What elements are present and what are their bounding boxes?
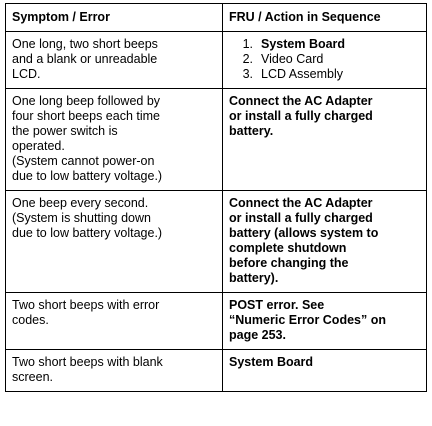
action-line: page 253. — [229, 328, 286, 342]
symptom-line: and a blank or unreadable — [12, 52, 158, 66]
symptom-cell — [6, 89, 223, 191]
table-row — [6, 32, 427, 89]
symptom-line: LCD. — [12, 67, 41, 81]
action-cell — [223, 293, 427, 350]
action-line: System Board — [229, 355, 314, 369]
action-line: battery). — [229, 271, 279, 285]
symptom-line: four short beeps each time — [12, 109, 160, 123]
symptom-cell — [6, 191, 223, 293]
table-row — [6, 89, 427, 191]
action-line: Connect the AC Adapter — [229, 196, 373, 210]
action-line: “Numeric Error Codes” on — [229, 313, 386, 327]
symptom-line: Two short beeps with error — [12, 298, 160, 312]
fru-list-item — [229, 52, 420, 67]
symptom-line: One long beep followed by — [12, 94, 161, 108]
action-cell — [223, 89, 427, 191]
table-row — [6, 191, 427, 293]
fru-list — [229, 37, 420, 82]
action-line: complete shutdown — [229, 241, 347, 255]
symptom-line: One long, two short beeps — [12, 37, 158, 51]
symptom-line: (System is shutting down — [12, 211, 151, 225]
symptom-line: (System cannot power-on — [12, 154, 155, 168]
header-symptom: Symptom / Error — [6, 4, 223, 32]
symptom-line: due to low battery voltage.) — [12, 169, 163, 183]
symptom-line: screen. — [12, 370, 53, 384]
action-line: or install a fully charged — [229, 109, 373, 123]
header-fru-action: FRU / Action in Sequence — [223, 4, 427, 32]
fru-text: System Board — [261, 37, 346, 51]
action-line: or install a fully charged — [229, 211, 373, 225]
fru-text: Video Card — [261, 52, 324, 66]
fru-list-item — [229, 37, 420, 52]
action-line: Connect the AC Adapter — [229, 94, 373, 108]
fru-list-item — [229, 67, 420, 82]
table-row — [6, 293, 427, 350]
symptom-line: codes. — [12, 313, 49, 327]
action-cell — [223, 191, 427, 293]
fru-text: LCD Assembly — [261, 67, 343, 81]
symptom-cell — [6, 293, 223, 350]
action-line: battery. — [229, 124, 274, 138]
table-row — [6, 350, 427, 392]
fru-number: 2. — [242, 52, 253, 66]
action-cell — [223, 32, 427, 89]
action-line: before changing the — [229, 256, 349, 270]
symptom-line: the power switch is — [12, 124, 118, 138]
symptom-line: Two short beeps with blank — [12, 355, 163, 369]
beep-symptom-table — [5, 3, 427, 392]
symptom-line: One beep every second. — [12, 196, 149, 210]
symptom-cell — [6, 350, 223, 392]
action-cell — [223, 350, 427, 392]
symptom-line: due to low battery voltage.) — [12, 226, 163, 240]
fru-number: 1. — [242, 37, 253, 51]
symptom-line: operated. — [12, 139, 65, 153]
symptom-cell — [6, 32, 223, 89]
table-header-row — [6, 4, 427, 32]
action-line: battery (allows system to — [229, 226, 379, 240]
action-line: POST error. See — [229, 298, 325, 312]
fru-number: 3. — [242, 67, 253, 81]
